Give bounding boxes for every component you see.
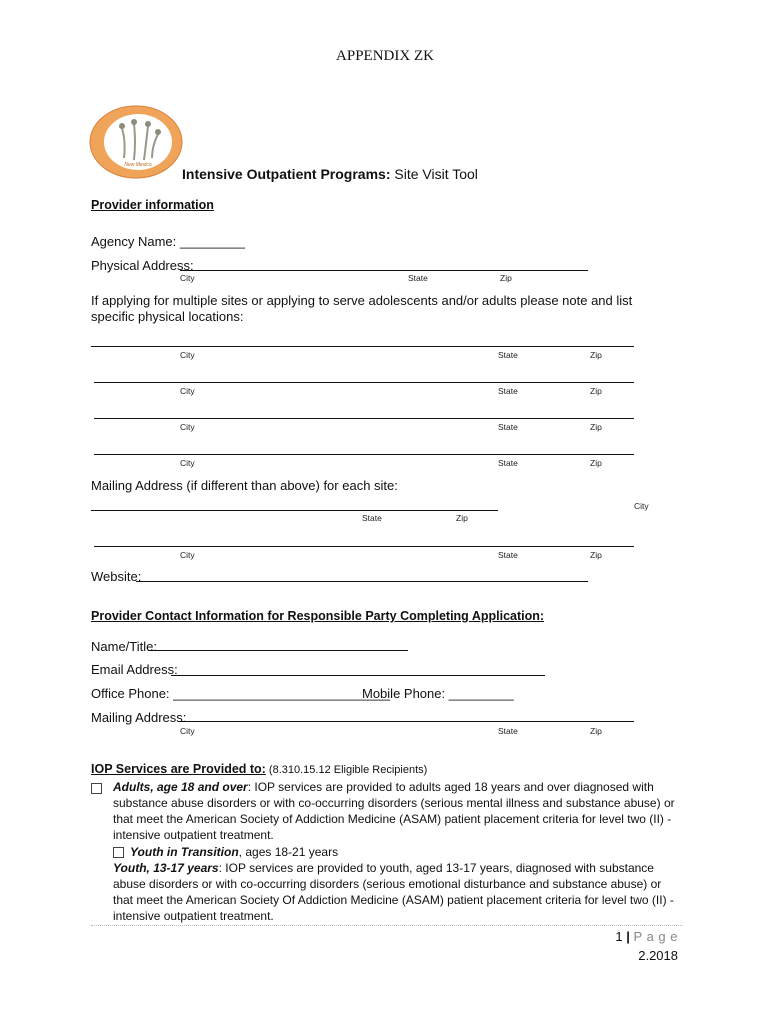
document-date: 2.2018 bbox=[638, 948, 678, 963]
physical-city-label: City bbox=[180, 273, 195, 283]
page-word: P a g e bbox=[633, 929, 678, 944]
title-rest: Site Visit Tool bbox=[390, 166, 478, 182]
appendix-title: APPENDIX ZK bbox=[336, 48, 434, 64]
multi-site-instructions: If applying for multiple sites or applying to serve adolescents and/or adults please note and list specific physical locations: bbox=[91, 293, 633, 324]
site-3-state: State bbox=[498, 422, 518, 432]
page-title bbox=[182, 166, 478, 182]
mailing-each-field-1[interactable] bbox=[91, 510, 498, 511]
page-sep: | bbox=[622, 929, 634, 944]
mailing-each-state-2: State bbox=[498, 550, 518, 560]
page-num: 1 bbox=[615, 929, 623, 944]
office-phone-label[interactable]: Office Phone: ______________________________ bbox=[91, 686, 391, 701]
site-2-zip: Zip bbox=[590, 386, 602, 396]
mailing-each-field-2[interactable] bbox=[94, 546, 634, 547]
youth-title: Youth, 13-17 years bbox=[113, 861, 219, 875]
contact-city-label: City bbox=[180, 726, 195, 736]
site-2-field[interactable] bbox=[94, 382, 634, 383]
site-2-city: City bbox=[180, 386, 195, 396]
mailing-each-state-1: State bbox=[362, 513, 382, 523]
mailing-each-city-2: City bbox=[180, 550, 195, 560]
site-3-field[interactable] bbox=[94, 418, 634, 419]
site-1-state: State bbox=[498, 350, 518, 360]
physical-address-field[interactable] bbox=[180, 270, 588, 271]
site-4-field[interactable] bbox=[94, 454, 634, 455]
name-title-field[interactable] bbox=[148, 650, 408, 651]
logo bbox=[88, 104, 184, 180]
iop-heading-line bbox=[91, 762, 427, 776]
email-field[interactable] bbox=[171, 675, 545, 676]
transition-text: , ages 18-21 years bbox=[238, 845, 339, 859]
transition-checkbox[interactable] bbox=[113, 847, 124, 858]
email-label: Email Address: bbox=[91, 662, 178, 677]
contact-zip-label: Zip bbox=[590, 726, 602, 736]
contact-mailing-label: Mailing Address: bbox=[91, 710, 187, 725]
physical-address-label: Physical Address: bbox=[91, 258, 194, 273]
page-number bbox=[615, 929, 678, 944]
footer-divider bbox=[91, 925, 683, 926]
transition-title: Youth in Transition bbox=[130, 845, 239, 859]
agency-name-label[interactable]: Agency Name: _________ bbox=[91, 234, 245, 249]
provider-info-heading: Provider information bbox=[91, 198, 214, 212]
contact-heading: Provider Contact Information for Responsible Party Completing Application: bbox=[91, 609, 545, 623]
name-title-label: Name/Title: bbox=[91, 639, 157, 654]
iop-heading: IOP Services are Provided to: bbox=[91, 762, 266, 776]
logo-text: New Mexico bbox=[124, 162, 152, 168]
iop-heading-rest: (8.310.15.12 Eligible Recipients) bbox=[265, 764, 428, 776]
physical-state-label: State bbox=[408, 273, 428, 283]
mailing-each-zip-1: Zip bbox=[456, 513, 468, 523]
website-label: Website: bbox=[91, 569, 142, 584]
site-1-zip: Zip bbox=[590, 350, 602, 360]
mailing-each-zip-2: Zip bbox=[590, 550, 602, 560]
youth-text: : IOP services are provided to youth, aged 13-17 years, diagnosed with substance abuse disorders or with co-occurring disorders (serious emotional disturbance and substance abuse) or that meet the American Society Of Addiction Medicine (ASAM) patient placement criteria for level two (II) - intensive outpatient treatment. bbox=[113, 861, 674, 923]
site-4-state: State bbox=[498, 458, 518, 468]
website-field[interactable] bbox=[136, 581, 588, 582]
title-bold: Intensive Outpatient Programs: bbox=[182, 166, 391, 182]
site-1-city: City bbox=[180, 350, 195, 360]
site-1-field[interactable] bbox=[91, 346, 634, 347]
transition-line bbox=[113, 844, 338, 860]
site-4-city: City bbox=[180, 458, 195, 468]
logo-graphic bbox=[88, 104, 184, 180]
mobile-phone-label[interactable]: Mobile Phone: _________ bbox=[362, 686, 514, 701]
youth-paragraph bbox=[113, 860, 683, 924]
adults-title: Adults, age 18 and over bbox=[113, 780, 248, 794]
adults-text: : IOP services are provided to adults aged 18 years and over diagnosed with substance abuse disorders or with co-occurring disorders (serious mental illness and substance abuse) or that meet the American Society of Addiction Medicine (ASAM) patient placement criteria for level two (II) - intensive outpatient treatment. bbox=[113, 780, 675, 842]
mailing-each-city-1: City bbox=[634, 501, 649, 511]
site-3-zip: Zip bbox=[590, 422, 602, 432]
mailing-each-label: Mailing Address (if different than above) for each site: bbox=[91, 478, 398, 493]
site-3-city: City bbox=[180, 422, 195, 432]
site-4-zip: Zip bbox=[590, 458, 602, 468]
site-2-state: State bbox=[498, 386, 518, 396]
adults-paragraph bbox=[113, 779, 683, 843]
contact-mailing-field[interactable] bbox=[178, 721, 634, 722]
contact-state-label: State bbox=[498, 726, 518, 736]
physical-zip-label: Zip bbox=[500, 273, 512, 283]
adults-checkbox[interactable] bbox=[91, 783, 102, 794]
